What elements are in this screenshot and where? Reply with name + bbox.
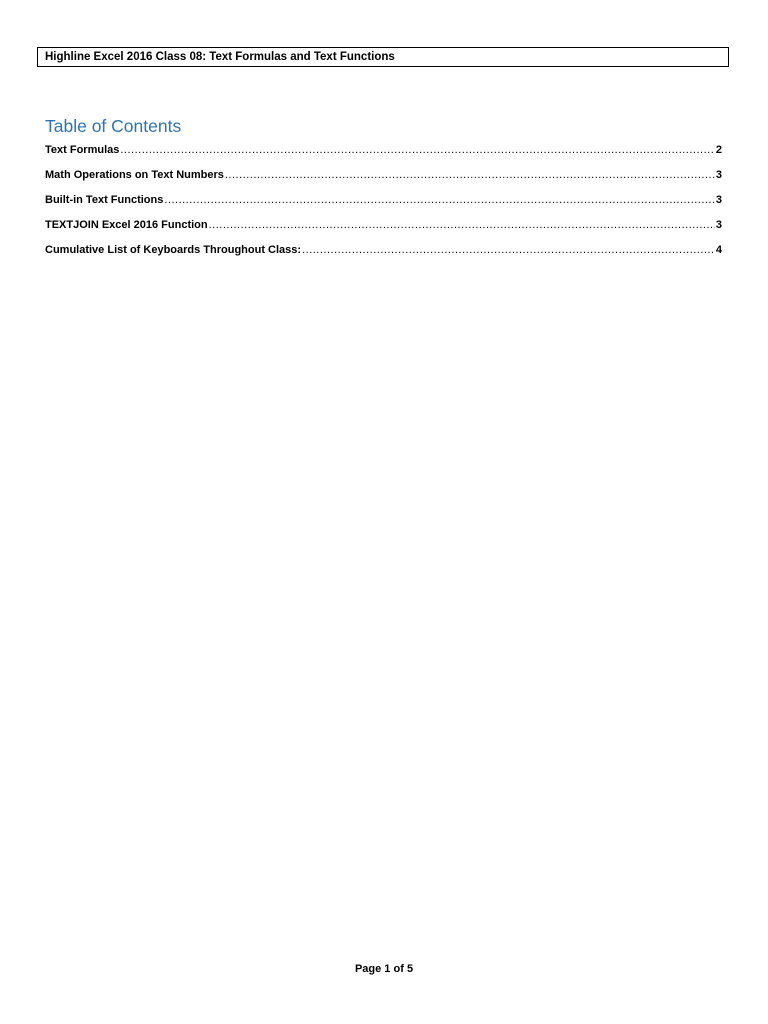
dot-leader (302, 241, 715, 259)
dot-leader (120, 141, 715, 159)
toc-entry-math-operations[interactable] (45, 166, 722, 191)
toc-entry-page: 2 (715, 144, 722, 156)
footer-total-pages: 5 (406, 963, 414, 975)
toc-entry-page: 3 (715, 219, 722, 231)
toc-entry-label: Built-in Text Functions (45, 194, 164, 206)
toc-heading: Table of Contents (45, 116, 182, 136)
toc-entry-cumulative-keyboards[interactable] (45, 241, 722, 266)
footer-of-word: of (393, 963, 404, 975)
toc-entry-text-formulas[interactable] (45, 141, 722, 166)
toc-entry-page: 4 (715, 244, 722, 256)
toc-entry-page: 3 (715, 169, 722, 181)
toc-entry-label: TEXTJOIN Excel 2016 Function (45, 219, 208, 231)
document-header (37, 47, 729, 67)
toc-entry-textjoin[interactable] (45, 216, 722, 241)
document-title: Highline Excel 2016 Class 08: Text Formulas and Text Functions (45, 51, 395, 63)
table-of-contents (45, 141, 722, 266)
toc-entry-label: Text Formulas (45, 144, 120, 156)
footer-current-page: 1 (384, 963, 391, 975)
page-footer (0, 961, 768, 977)
dot-leader (209, 216, 715, 234)
dot-leader (164, 191, 715, 209)
footer-page-word: Page (354, 963, 382, 975)
toc-entry-label: Math Operations on Text Numbers (45, 169, 224, 181)
dot-leader (225, 166, 715, 184)
toc-entry-built-in-text-functions[interactable] (45, 191, 722, 216)
toc-entry-page: 3 (715, 194, 722, 206)
toc-entry-label: Cumulative List of Keyboards Throughout Class: (45, 244, 302, 256)
